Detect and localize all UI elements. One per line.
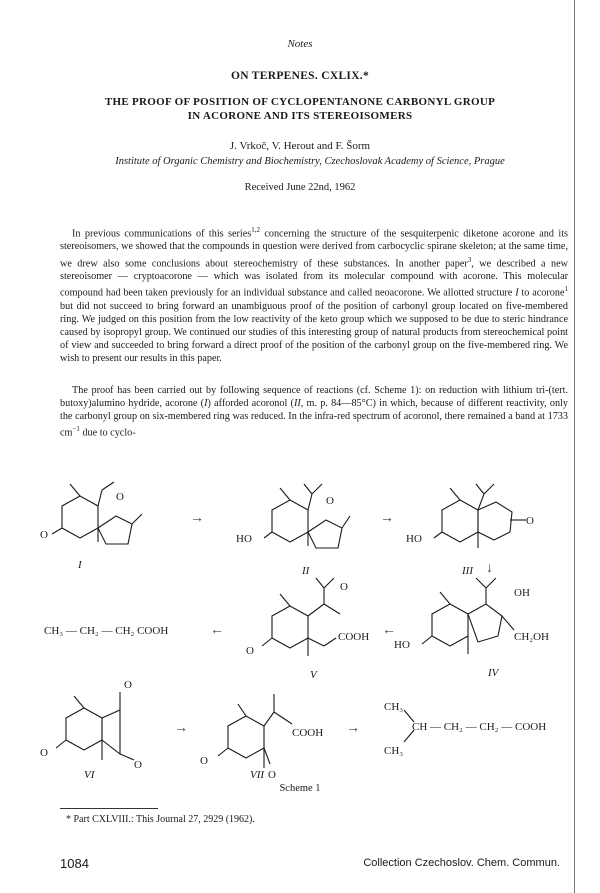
label-o: O — [200, 755, 208, 767]
label-o: O — [40, 747, 48, 759]
paragraph-1: In previous communications of this series$^{1,2}$ concerning the structure of the sesquiterpenic diketone acorone and its stereoisomers, we showed that the compounds in question were derived from carbocyclic spirane skeleton; at the same time, we drew also some conclusions about stereochemistry of these substances. In another paper$^3$, we described a new stereoisomer — cryptoacorone — which was isolated from its molecular compound with acorone. This molecular compound had been taken previously for an individual substance and called neoacorone. We allotted structure I to acorone$^1$ but did not succeed to bring forward an unambiguous proof of the position of carbonyl group located on five-membered ring. We judged on this position from the low reactivity of the keto group which we supposed to be due to steric hindrance caused by isopropyl group. We continued our studies of this interesting group of natural products from stereochemical point of view and succeeded to bring forward a direct proof of the position of the carbonyl group on the five-membered ring. We wish to present our results in this paper. — [60, 226, 568, 365]
compound-3-structure — [434, 484, 526, 548]
authors: J. Vrkoč, V. Herout and F. Šorm — [229, 140, 371, 152]
label-ho: HO — [406, 533, 422, 545]
compound-label-4: IV — [488, 667, 499, 679]
article-title — [40, 95, 560, 123]
page-edge-line — [574, 0, 575, 893]
arrow-6-to-7: → — [174, 721, 188, 736]
compound-6-structure — [56, 692, 134, 760]
chain-isocaproic-acid: CH — CH₂ — CH₂ — COOH — [412, 721, 547, 733]
compound-label-7: VII — [250, 769, 265, 781]
reaction-scheme — [40, 478, 570, 803]
chain-butyric-acid: CH₃ — CH₂ — CH₂ COOH — [44, 625, 169, 637]
compound-7-structure — [218, 694, 292, 768]
chain-methyl-bottom: CH₃ — [384, 745, 404, 757]
arrow-1-to-2: → — [190, 511, 204, 526]
page-number: 1084 — [60, 856, 89, 871]
arrow-5-to-chain: ← — [210, 623, 224, 638]
running-header: Notes — [287, 38, 313, 50]
compound-label-1: I — [78, 559, 82, 571]
compound-label-3: III — [462, 565, 473, 577]
series-title: ON TERPENES. CXLIX.* — [230, 70, 370, 82]
chain-methyl-top: CH₃ — [384, 701, 404, 713]
arrow-2-to-3: → — [380, 511, 394, 526]
arrow-3-to-4: ↓ — [486, 561, 493, 576]
label-o: O — [526, 515, 534, 527]
label-cooh: COOH — [292, 727, 324, 739]
arrow-4-to-5: ← — [382, 623, 396, 638]
institution: Institute of Organic Chemistry and Biochemistry, Czechoslovak Academy of Science, Prague — [115, 156, 505, 167]
label-o: O — [268, 769, 276, 781]
compound-label-6: VI — [84, 769, 95, 781]
footnote: * Part CXLVIII.: This Journal 27, 2929 (1962). — [66, 814, 255, 825]
label-o: O — [340, 581, 348, 593]
label-o: O — [124, 679, 132, 691]
article-title-line1: THE PROOF OF POSITION OF CYCLOPENTANONE CARBONYL GROUP — [104, 96, 496, 108]
journal-name: Collection Czechoslov. Chem. Commun. — [363, 857, 560, 869]
received-date: Received June 22nd, 1962 — [244, 182, 356, 193]
compound-5-structure — [262, 578, 340, 656]
label-ho: HO — [236, 533, 252, 545]
compound-label-2: II — [302, 565, 310, 577]
label-ch2oh: CH₂OH — [514, 631, 550, 643]
label-oh: OH — [514, 587, 530, 599]
compound-label-5: V — [310, 669, 317, 681]
compound-1-structure — [52, 482, 142, 544]
paragraph-2: The proof has been carried out by following sequence of reactions (cf. Scheme 1): on reduction with lithium tri-(tert. butoxy)alumino hydride, acorone (I) afforded acoronol (II, m. p. 84—85°C) in which, because of different reactivity, only the carbonyl group on six-membered ring was reduced. In the infra-red spectrum of acoronol, there remained a band at 1733 $cm^{-1}$ due to cyclo- — [60, 385, 568, 439]
scheme-caption: Scheme 1 — [279, 783, 321, 794]
label-ho: HO — [394, 639, 410, 651]
label-cooh: COOH — [338, 631, 370, 643]
arrow-7-to-chain: → — [346, 721, 360, 736]
label-o: O — [116, 491, 124, 503]
label-o: O — [40, 529, 48, 541]
footnote-rule — [60, 808, 158, 809]
label-o: O — [246, 645, 254, 657]
article-title-line2: IN ACORONE AND ITS STEREOISOMERS — [187, 110, 413, 122]
label-o: O — [326, 495, 334, 507]
compound-4-structure — [422, 578, 514, 654]
compound-2-structure — [264, 484, 350, 548]
label-o: O — [134, 759, 142, 771]
